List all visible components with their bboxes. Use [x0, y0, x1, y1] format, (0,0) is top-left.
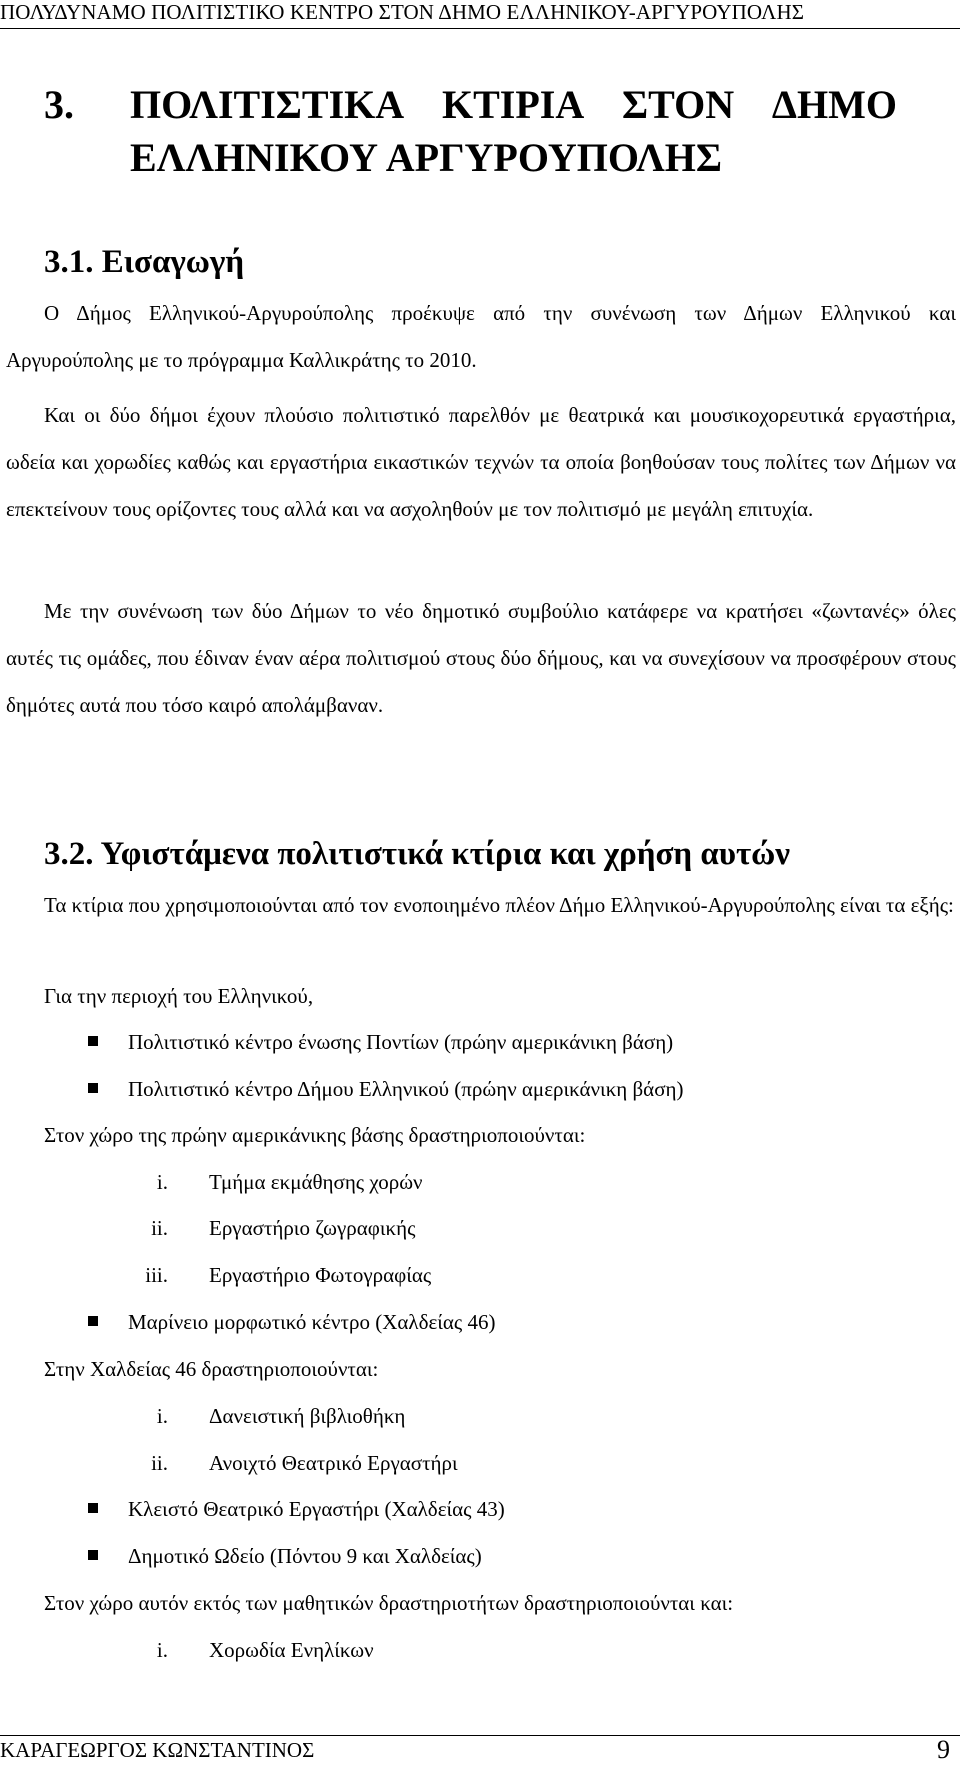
footer-rule: [0, 1735, 960, 1736]
list-item-text: Δημοτικό Ωδείο (Πόντου 9 και Χαλδείας): [128, 1544, 482, 1568]
odeio-label: Στον χώρο αυτόν εκτός των μαθητικών δραστηριοτήτων δραστηριοποιούνται και:: [44, 1591, 734, 1615]
list-item-text: Εργαστήριο ζωγραφικής: [209, 1216, 416, 1240]
paragraph-text: Με την συνένωση των δύο Δήμων το νέο δημοτικό συμβούλιο κατάφερε να κρατήσει «ζωντανές» όλες αυτές τις ομάδες, που έδιναν έναν αέρα πολιτισμού στους δύο δήμους, και να συνεχίσουν να προσφέρουν στους δημότες αυτά που τόσο καιρό απολάμβαναν.: [6, 599, 956, 717]
square-bullet-icon: [88, 1316, 98, 1326]
section-heading-3-1: 3.1. Εισαγωγή: [44, 244, 245, 280]
page-number: 9: [937, 1735, 950, 1764]
list-item-text: Χορωδία Ενηλίκων: [209, 1638, 374, 1662]
list-item-text: Ανοιχτό Θεατρικό Εργαστήρι: [209, 1451, 458, 1475]
square-bullet-icon: [88, 1083, 98, 1093]
paragraph: [6, 392, 956, 533]
square-bullet-icon: [88, 1036, 98, 1046]
header-rule: [0, 28, 960, 29]
list-item-text: Τμήμα εκμάθησης χορών: [209, 1170, 423, 1194]
square-bullet-icon: [88, 1550, 98, 1560]
paragraph: [6, 588, 956, 729]
list-item-text: Πολιτιστικό κέντρο Δήμου Ελληνικού (πρώην αμερικάνικη βάση): [128, 1077, 684, 1101]
footer-author: ΚΑΡΑΓΕΩΡΓΟΣ ΚΩΝΣΤΑΝΤΙΝΟΣ: [0, 1738, 315, 1762]
list-item-text: Δανειστική βιβλιοθήκη: [209, 1404, 406, 1428]
list-item-text: Εργαστήριο Φωτογραφίας: [209, 1263, 432, 1287]
chapter-heading: [44, 78, 924, 184]
list-item-text: Μαρίνειο μορφωτικό κέντρο (Χαλδείας 46): [128, 1310, 496, 1334]
chapter-title-line1: ΠΟΛΙΤΙΣΤΙΚΑ ΚΤΙΡΙΑ ΣΤΟΝ ΔΗΜΟ: [130, 82, 897, 127]
section-heading-3-2: 3.2. Υφιστάμενα πολιτιστικά κτίρια και χρήση αυτών: [44, 836, 791, 872]
list-item-text: Πολιτιστικό κέντρο ένωσης Ποντίων (πρώην αμερικάνικη βάση): [128, 1030, 674, 1054]
square-bullet-icon: [88, 1503, 98, 1513]
chaldeias-label: Στην Χαλδείας 46 δραστηριοποιούνται:: [44, 1357, 379, 1381]
paragraph-text: Τα κτίρια που χρησιμοποιούνται από τον ενοποιημένο πλέον Δήμο Ελληνικού-Αργυρούπολης είναι τα εξής:: [44, 893, 954, 917]
paragraph-text: Και οι δύο δήμοι έχουν πλούσιο πολιτιστικό παρελθόν με θεατρικά και μουσικοχορευτικά εργαστήρια, ωδεία και χορωδίες καθώς και εργαστήρια εικαστικών τεχνών τα οποία βοηθούσαν τους πολίτες των Δήμων να επεκτείνουν τους ορίζοντες τους αλλά και να ασχοληθούν με τον πολιτισμό με μεγάλη επιτυχία.: [6, 403, 956, 521]
paragraph: [6, 882, 956, 929]
area-label: Για την περιοχή του Ελληνικού,: [44, 984, 314, 1008]
running-header: ΠΟΛΥΔΥΝΑΜΟ ΠΟΛΙΤΙΣΤΙΚΟ ΚΕΝΤΡΟ ΣΤΟΝ ΔΗΜΟ ΕΛΛΗΝΙΚΟΥ-ΑΡΓΥΡΟΥΠΟΛΗΣ: [0, 0, 805, 24]
chapter-title-line2: ΕΛΛΗΝΙΚΟΥ ΑΡΓΥΡΟΥΠΟΛΗΣ: [130, 135, 723, 180]
chapter-number: 3.: [44, 82, 74, 127]
list-item-text: Κλειστό Θεατρικό Εργαστήρι (Χαλδείας 43): [128, 1497, 505, 1521]
base-label: Στον χώρο της πρώην αμερικάνικης βάσης δραστηριοποιούνται:: [44, 1123, 586, 1147]
paragraph: [6, 290, 956, 384]
paragraph-text: Ο Δήμος Ελληνικού-Αργυρούπολης προέκυψε από την συνένωση των Δήμων Ελληνικού και Αργυρούπολης με το πρόγραμμα Καλλικράτης το 2010.: [6, 301, 956, 372]
